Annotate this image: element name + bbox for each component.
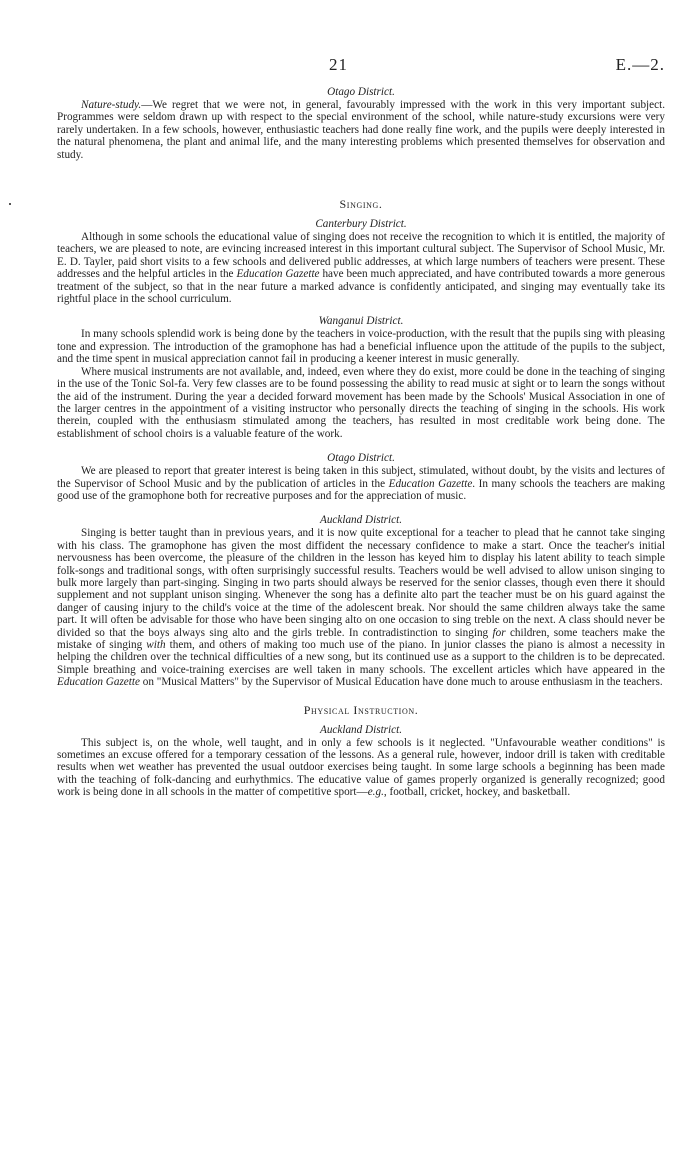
paragraph-wanganui-1: In many schools splendid work is being done by the teachers in voice-production, with the result that the pupils sing with pleasing tone and expression. The introduction of the gramophone has had a beneficial influence upon the attitude of the pupils to the subject, and the time spent in musical appreciation cannot fail in producing a keener interest in music generally. (57, 328, 665, 366)
section-heading-physical-instruction: Physical Instruction. (303, 702, 419, 717)
subheading-auckland-physical: Auckland District. (319, 723, 403, 736)
nature-study-lead: Nature-study. (81, 99, 142, 111)
subheading-otago-nature: Otago District. (327, 86, 395, 98)
section-heading-singing: Singing. (339, 197, 383, 212)
subheading-auckland-singing: Auckland District. (319, 514, 403, 527)
subheading-wanganui: Wanganui District. (318, 315, 404, 328)
page-number: 21 (329, 55, 348, 74)
document-page (57, 0, 665, 799)
paragraph-nature-study: Nature-study.—We regret that we were not, in general, favourably impressed with the work in this very important subject. Programmes were seldom drawn up with respect to the special environment of the school, while nature-study excursions were very rarely undertaken. In a few schools, however, enthusiastic teachers had done really fine work, and the pupils were deeply interested in the natural phenomena, the plant and animal life, and the many interesting problems which presented themselves for observation and study. (57, 99, 665, 161)
subheading-canterbury: Canterbury District. (315, 218, 407, 231)
scan-speck (9, 203, 11, 205)
paragraph-otago-singing: We are pleased to report that greater interest is being taken in this subject, stimulated, without doubt, by the visits and lectures of the Supervisor of School Music and by the publication of articles in the Education Gazette. In many schools the teachers are making good use of the gramophone both for recreative purposes and for the appreciation of music. (57, 465, 665, 502)
paragraph-auckland-physical: This subject is, on the whole, well taught, and in only a few schools is it neglected. "Unfavourable weather conditions" is sometimes an excuse offered for a temporary cessation of the lessons. As a general rule, however, indoor drill is taken with creditable results when wet weather has prevented the usual outdoor exercises being taught. In some large schools a beginning has been made with the teaching of folk-dancing and eurhythmics. The educative value of games properly organized is generally recognized; good work is being done in all schools in the matter of competitive sport—e.g., football, cricket, hockey, and basketball. (57, 736, 665, 799)
paragraph-canterbury-singing: Although in some schools the educational value of singing does not receive the recognition to which it is entitled, the majority of teachers, we are pleased to note, are evincing increased interest in this important cultural subject. The Supervisor of School Music, Mr. E. D. Tayler, paid short visits to a few schools and delivered public addresses, at which large numbers of teachers were present. These addresses and the helpful articles in the Education Gazette have been much appreciated, and have contributed towards a more generous treatment of the subject, so that in the near future a marked advance is confidently anticipated, and singing may eventually take its rightful place in the school curriculum. (57, 231, 665, 306)
subheading-otago-singing: Otago District. (327, 452, 395, 465)
paragraph-auckland-singing: Singing is better taught than in previous years, and it is now quite exceptional for a teacher to plead that he cannot take singing with his class. The gramophone has given the most diffident the necessary confidence to make a start. Once the teacher's initial nervousness has been overcome, the pleasure of the children in the lesson has keyed him to display his latent ability to teach simple folk-songs and traditional songs, with often surprisingly successful results. Teachers would be well advised to allow unison singing to bulk more largely than part-singing. Singing in two parts should always be reserved for the senior classes, though even there it should supplement and not supplant unison singing. Whenever the song has a definite alto part the teacher must be on his guard against the danger of causing injury to the child's voice at the time of the adolescent break. Nor should the same children always take the same part. It will often be advisable for those who have been singing alto on one occasion to sing treble on the next. A class should never be divided so that the boys always sing alto and the girls treble. In contradistinction to singing for children, some teachers make the mistake of singing with them, and others of making too much use of the piano. In junior classes the piano is almost a necessity in helping the children over the technical difficulties of a new song, but its continued use as a support to the children is to be deprecated. Simple breathing and voice-training exercises are well taken in many schools. The excellent articles which have appeared in the Education Gazette on "Musical Matters" by the Supervisor of Musical Education have done much to arouse enthusiasm in the teachers. (57, 527, 666, 689)
paragraph-wanganui-2: Where musical instruments are not available, and, indeed, even where they do exist, more could be done in the teaching of singing in the use of the Tonic Sol-fa. Very few classes are to be found possessing the ability to read music at sight or to learn the songs without the aid of the instrument. During the year a decided forward movement has been made by the Schools' Musical Association in one of the larger centres in the appointment of a visiting instructor who personally directs the teaching of singing in the schools. His work therein, coupled with the enthusiasm stimulated among the teachers, has resulted in most creditable work being done. The establishment of school choirs is a valuable feature of the work. (57, 365, 665, 440)
page-header (57, 0, 665, 86)
document-code: E.—2. (615, 55, 665, 74)
